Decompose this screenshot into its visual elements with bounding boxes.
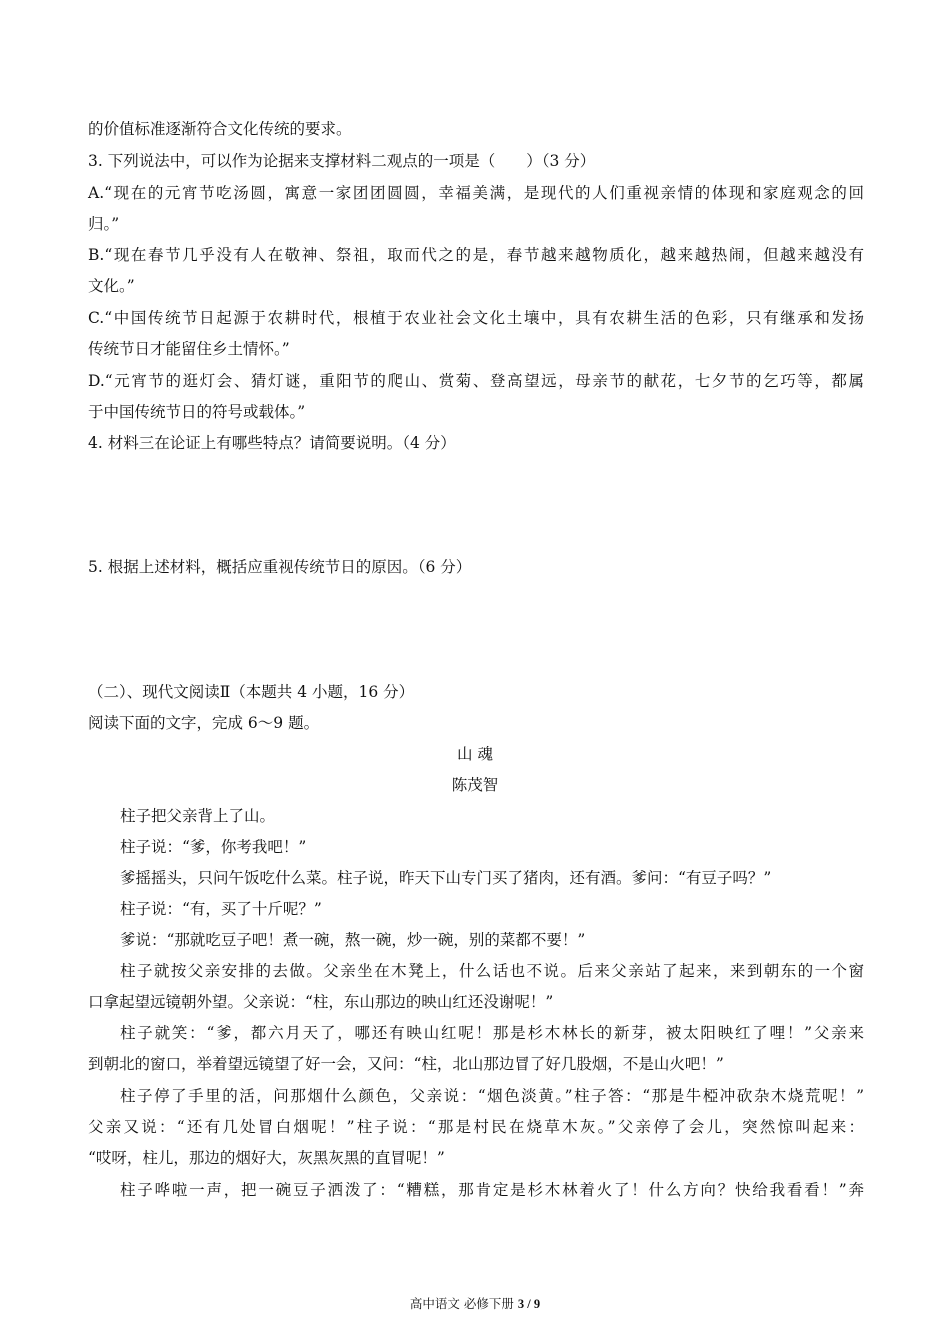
paragraph-line: 柱子就按父亲安排的去做。父亲坐在木凳上，什么话也不说。后来父亲站了起来，来到朝东的一个窗 xyxy=(120,962,864,980)
paragraph-line: 口拿起望远镜朝外望。父亲说：“柱，东山那边的映山红还没谢呢！” xyxy=(88,993,554,1011)
option-b-cont: 文化。” xyxy=(88,277,135,295)
section-heading: （二）、现代文阅读Ⅱ（本题共 4 小题，16 分） xyxy=(88,683,415,701)
paragraph-line: 柱子把父亲背上了山。 xyxy=(120,807,276,825)
footer-label: 高中语文 必修下册 xyxy=(409,1296,514,1311)
paragraph-line: 到朝北的窗口，举着望远镜望了好一会，又问：“柱，北山那边冒了好几股烟，不是山火吧！” xyxy=(88,1055,724,1073)
paragraph-line: 爹说：“那就吃豆子吧！煮一碗，熬一碗，炒一碗，别的菜都不要！” xyxy=(120,931,586,949)
option-d-cont: 于中国传统节日的符号或载体。” xyxy=(88,403,306,421)
option-a: A.“现在的元宵节吃汤圆，寓意一家团团圆圆，幸福美满，是现代的人们重视亲情的体现和家庭观念的回 xyxy=(88,184,864,202)
option-a-cont: 归。” xyxy=(88,215,120,233)
paragraph-line: 柱子说：“爹，你考我吧！” xyxy=(120,838,307,856)
paragraph-line: “哎呀，柱儿，那边的烟好大，灰黑灰黑的直冒呢！” xyxy=(88,1149,445,1167)
question-4: 4. 材料三在论证上有哪些特点？请简要说明。（4 分） xyxy=(88,434,456,452)
paragraph-line: 柱子停了手里的活，问那烟什么颜色，父亲说：“烟色淡黄。”柱子答：“那是牛椏冲砍杂木烧荒呢！” xyxy=(120,1087,864,1105)
option-d: D.“元宵节的逛灯会、猜灯谜，重阳节的爬山、赏菊、登高望远，母亲节的献花，七夕节的乞巧等，都属 xyxy=(88,372,864,390)
option-c-cont: 传统节日才能留住乡土情怀。” xyxy=(88,340,290,358)
article-title: 山 魂 xyxy=(457,745,493,763)
paragraph-line: 父亲又说：“还有几处冒白烟呢！”柱子说：“那是村民在烧草木灰。”父亲停了会儿，突然惊叫起来： xyxy=(88,1118,864,1136)
option-c: C.“中国传统节日起源于农耕时代，根植于农业社会文化土壤中，具有农耕生活的色彩，只有继承和发扬 xyxy=(88,309,864,327)
paragraph-line: 柱子说：“有，买了十斤呢？” xyxy=(120,900,322,918)
question-5: 5. 根据上述材料，概括应重视传统节日的原因。（6 分） xyxy=(88,558,472,576)
paragraph-line: 爹摇摇头，只问午饭吃什么菜。柱子说，昨天下山专门买了猪肉，还有酒。爹问：“有豆子吗？” xyxy=(120,869,772,887)
text-line: 的价值标准逐渐符合文化传统的要求。 xyxy=(88,120,352,138)
instruction: 阅读下面的文字，完成 6～9 题。 xyxy=(88,714,320,732)
page-number: 3 / 9 xyxy=(517,1297,541,1311)
question-3: 3. 下列说法中，可以作为论据来支撑材料二观点的一项是（ ）（3 分） xyxy=(88,152,596,170)
paragraph-line: 柱子就笑：“爹，都六月天了，哪还有映山红呢！那是杉木林长的新芽，被太阳映红了哩！”父亲来 xyxy=(120,1024,864,1042)
page-footer xyxy=(0,1296,950,1312)
option-b: B.“现在春节几乎没有人在敬神、祭祖，取而代之的是，春节越来越物质化，越来越热闹，但越来越没有 xyxy=(88,246,864,264)
paragraph-line: 柱子哗啦一声，把一碗豆子洒泼了：“糟糕，那肯定是杉木林着火了！什么方向？快给我看看！”奔 xyxy=(120,1181,864,1199)
article-author: 陈茂智 xyxy=(451,776,499,794)
